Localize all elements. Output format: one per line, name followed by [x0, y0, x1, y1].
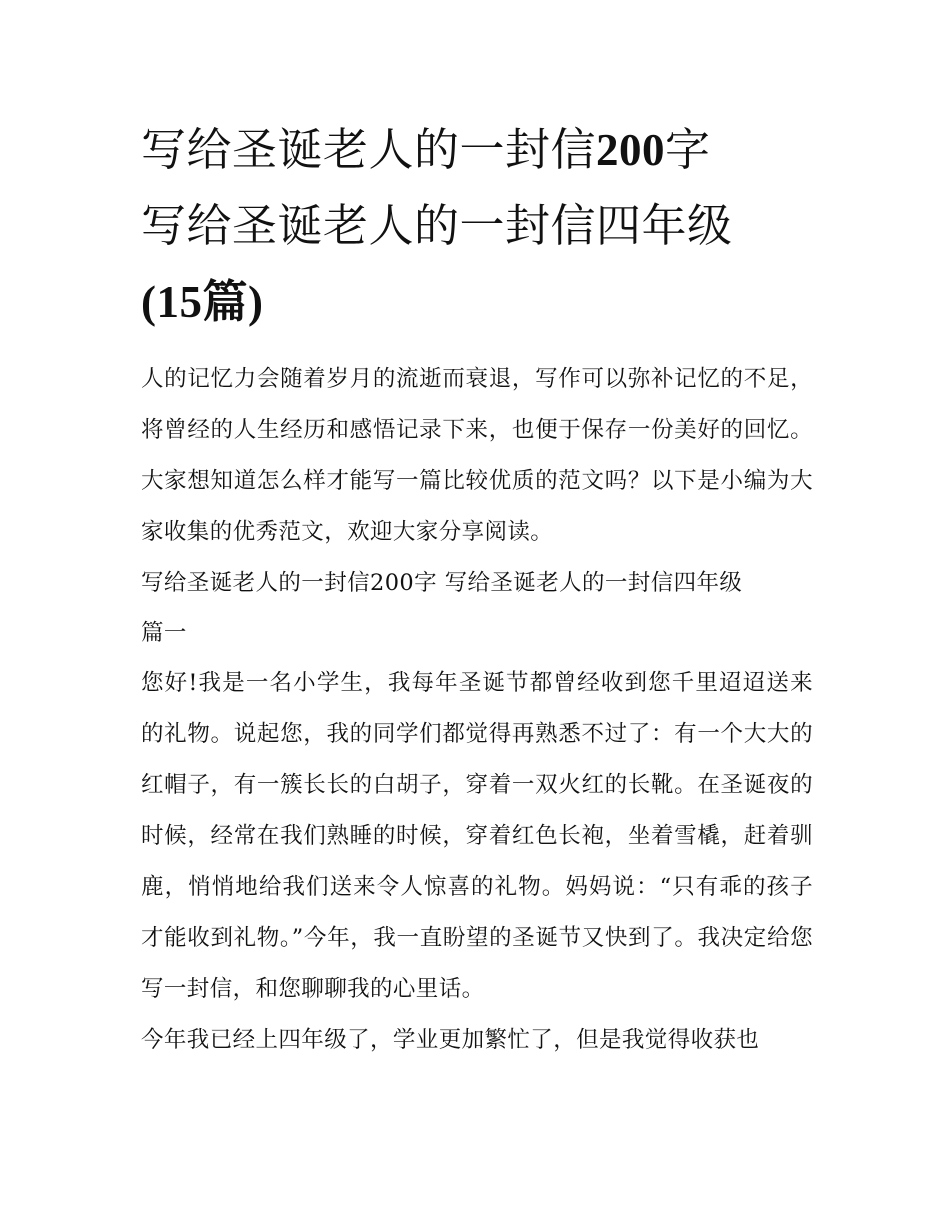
title-line2: 写给圣诞老人的一封信四年级 [141, 199, 733, 252]
intro-paragraph: 人的记忆力会随着岁月的流逝而衰退，写作可以弥补记忆的不足，将曾经的人生经历和感悟记录下来，也便于保存一份美好的回忆。大家想知道怎么样才能写一篇比较优质的范文吗？以下是小编为大家收集的优秀范文，欢迎大家分享阅读。 [141, 366, 813, 545]
body-paragraph: 今年我已经上四年级了，学业更加繁忙了，但是我觉得收获也 [141, 1027, 760, 1053]
body-paragraph: 您好!我是一名小学生，我每年圣诞节都曾经收到您千里迢迢送来的礼物。说起您，我的同学们都觉得再熟悉不过了：有一个大大的红帽子，有一簇长长的白胡子，穿着一双火红的长靴。在圣诞夜的时候，经常在我们熟睡的时候，穿着红色长袍，坐着雪橇，赶着驯鹿，悄悄地给我们送来令人惊喜的礼物。妈妈说：“只有乖的孩子才能收到礼物。”今年，我一直盼望的圣诞节又快到了。我决定给您写一封信，和您聊聊我的心里话。 [141, 670, 813, 1002]
title-line1-suffix: 字 [665, 123, 711, 176]
document-page [141, 112, 813, 1066]
title-line3-suffix: 篇) [202, 277, 264, 327]
document-title [141, 112, 813, 340]
title-line3-number: (15 [141, 277, 203, 327]
title-line1-prefix: 写给圣诞老人的一封信 [141, 123, 597, 176]
title-line1-number: 200 [596, 125, 666, 175]
section-label: 篇一 [141, 620, 187, 646]
section-heading: 写给圣诞老人的一封信200字 写给圣诞老人的一封信四年级 [141, 570, 743, 596]
